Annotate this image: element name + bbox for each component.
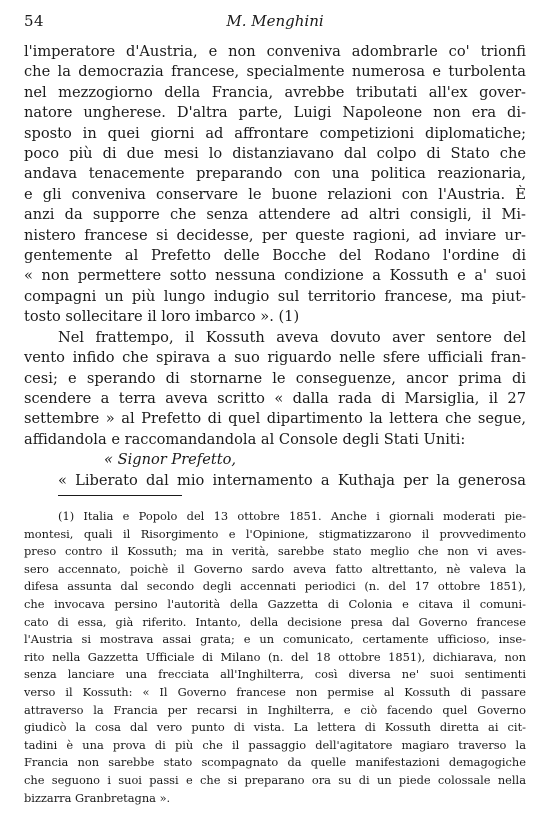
footnote-line: cato di essa, già riferito. Intanto, della decisione presa dal Governo francese [24, 614, 526, 629]
body-line: compagni un più lungo indugio sul territorio francese, ma piut- [24, 287, 526, 305]
body-line: nistero francese si decidesse, per queste ragioni, ad inviare ur- [24, 226, 526, 244]
body-line: gentemente al Prefetto delle Bocche del Rodano l'ordine di [24, 247, 526, 265]
footnote-line: che seguono i suoi passi e che si preparano ora su di un piede colossale nella [24, 772, 526, 787]
footnote-line: difesa assunta dal secondo degli accennati periodici (n. del 17 ottobre 1851), [24, 579, 526, 594]
body-line: settembre » al Prefetto di quel dipartimento la lettera che segue, [24, 410, 526, 428]
running-head: M. Menghini [226, 12, 324, 30]
footnote-line: attraverso la Francia per recarsi in Inghilterra, e ciò facendo quel Governo [24, 702, 526, 717]
footnote-line: (1) Italia e Popolo del 13 ottobre 1851. Anche i giornali moderati pie- [58, 509, 526, 523]
footnotes [24, 508, 526, 807]
footnote-line: bizzarra Granbretagna ». [24, 790, 171, 805]
body-line: nel mezzogiorno della Francia, avrebbe tributati all'ex gover- [24, 83, 526, 101]
body-line: affidandola e raccomandandola al Console degli Stati Uniti: [24, 430, 466, 448]
footnote-line: sero accennato, poichè il Governo sardo aveva fatto altrettanto, nè valeva la [24, 561, 526, 576]
footnote-line: rito nella Gazzetta Ufficiale di Milano (n. del 18 ottobre 1851), dichiarava, non [24, 649, 526, 664]
page-number: 54 [24, 12, 45, 30]
letter-salutation: « Signor Prefetto, [104, 451, 236, 469]
body-line: sposto in quei giorni ad affrontare competizioni diplomatiche; [24, 124, 526, 142]
body-line: natore ungherese. D'altra parte, Luigi Napoleone non era di- [24, 104, 526, 122]
body-line: « non permettere sotto nessuna condizione a Kossuth e a' suoi [24, 267, 526, 285]
footnote-line: giudicò la cosa dal vero punto di vista. La lettera di Kossuth diretta ai cit- [24, 720, 526, 735]
footnote-line: l'Austria si mostrava assai grata; e un comunicato, certamente ufficioso, inse- [24, 632, 526, 647]
footnote-rule [58, 495, 182, 496]
body-line: Nel frattempo, il Kossuth aveva dovuto aver sentore del [58, 328, 526, 346]
footnote-line: verso il Kossuth: « Il Governo francese non permise al Kossuth di passare [24, 684, 526, 699]
body-line: e gli conveniva conservare le buone relazioni con l'Austria. È [24, 185, 526, 203]
body-line: vento infido che spirava a suo riguardo nelle sfere ufficiali fran- [24, 349, 526, 367]
body-line: che la democrazia francese, specialmente numerosa e turbolenta [24, 63, 526, 81]
body-line: cesi; e sperando di stornarne le conseguenze, ancor prima di [24, 369, 526, 387]
footnote-line: senza lanciare una frecciata all'Inghilterra, così diversa ne' suoi sentimenti [24, 667, 526, 682]
footnote-line: che invocava persino l'autorità della Gazzetta di Colonia e citava il comuni- [24, 596, 526, 611]
footnote-line: preso contro il Kossuth; ma in verità, sarebbe stato meglio che non vi aves- [24, 544, 526, 559]
body-line: l'imperatore d'Austria, e non conveniva adombrarle co' trionfi [24, 43, 526, 60]
footnote-line: tadini è una prova di più che il passaggio dell'agitatore magiaro traverso la [24, 737, 526, 752]
body-line: scendere a terra aveva scritto « dalla rada di Marsiglia, il 27 [24, 389, 526, 407]
body-line: tosto sollecitare il loro imbarco ». (1) [24, 308, 300, 326]
body-line: andava tenacemente preparando con una politica reazionaria, [24, 165, 526, 183]
footnote-line: Francia non sarebbe stato scompagnato da quelle manifestazioni demagogiche [24, 755, 526, 770]
page-header [24, 12, 526, 34]
footnote-line: montesi, quali il Risorgimento e l'Opinione, stigmatizzarono il provvedimento [24, 526, 526, 541]
body-text [24, 42, 526, 491]
body-line: anzi da supporre che senza attendere ad altri consigli, il Mi- [24, 206, 526, 224]
body-line: poco più di due mesi lo distanziavano dal colpo di Stato che [24, 145, 526, 163]
letter-first-line: « Liberato dal mio internamento a Kuthaja per la generosa [58, 471, 526, 489]
